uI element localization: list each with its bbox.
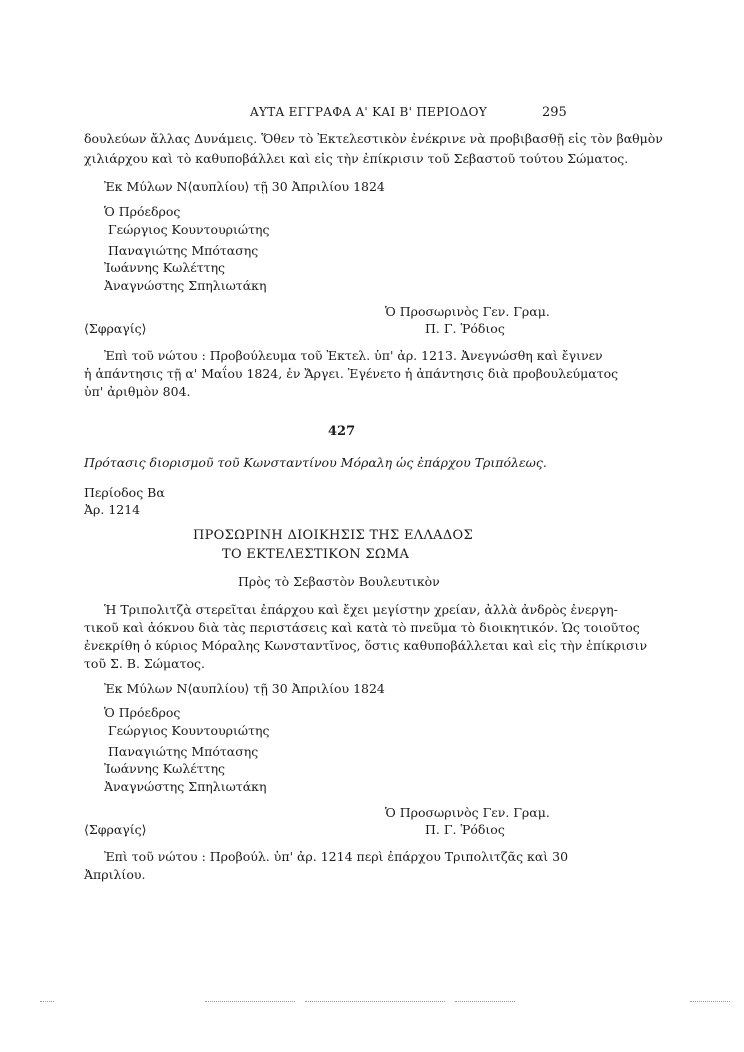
place-date: Ἐκ Μύλων Ν⟨αυπλίου⟩ τῇ 30 Ἀπριλίου 1824 [104,179,385,194]
verso-note-line: Ἀπριλίου. [84,867,146,882]
scan-artifact [455,1001,515,1002]
scan-artifact [305,1001,445,1002]
body-line: Ἡ Τριπολιτζὰ στερεῖται ἐπάρχου καὶ ἔχει μεγίστην χρείαν, ἀλλὰ ἀνδρὸς ἐνεργη- [104,602,618,617]
seal-note: ⟨Σφραγίς⟩ [84,822,147,837]
seal-note: ⟨Σφραγίς⟩ [84,321,147,336]
paragraph-line: χιλιάρχου καὶ τὸ καθυποβάλλει καὶ εἰς τὴν ἐπίκρισιν τοῦ Σεβαστοῦ τούτου Σώματος. [84,151,629,166]
secretary-title: Ὁ Προσωρινὸς Γεν. Γραμ. [385,304,550,319]
secretary-title: Ὁ Προσωρινὸς Γεν. Γραμ. [385,805,550,820]
signatory-name: Γεώργιος Κουντουριώτης [108,222,270,237]
document-summary: Πρότασις διορισμοῦ τοῦ Κωνσταντίνου Μόραλη ὡς ἐπάρχου Τριπόλεως. [84,455,547,470]
verso-note-line: Ἐπὶ τοῦ νώτου : Προβούλ. ὑπ' ἀρ. 1214 περὶ ἐπάρχου Τριπολιτζᾶς καὶ 30 [104,849,569,864]
signatory-name: Παναγιώτης Μπότασης [108,243,259,258]
running-header-title: ΑΥΤΑ ΕΓΓΡΑΦΑ Α' ΚΑΙ Β' ΠΕΡΙΟΔΟΥ [250,105,488,119]
signatory-title: Ὁ Πρόεδρος [104,705,181,720]
signatory-name: Ἀναγνώστης Σπηλιωτάκη [104,278,267,293]
place-date: Ἐκ Μύλων Ν⟨αυπλίου⟩ τῇ 30 Ἀπριλίου 1824 [104,681,385,696]
body-line: τικοῦ καὶ ἀόκνου διὰ τὰς περιστάσεις καὶ κατὰ τὸ πνεῦμα τὸ διοικητικόν. Ὡς τοιοῦτος [84,620,640,635]
reference-number: Ἀρ. 1214 [84,502,141,517]
scan-artifact [40,1001,54,1002]
scan-artifact [205,1001,295,1002]
page-number: 295 [542,105,567,120]
paragraph-line: δουλεύων ἄλλας Δυνάμεις. Ὅθεν τὸ Ἐκτελεστικὸν ἐνέκρινε νὰ προβιβασθῇ εἰς τὸν βαθμὸν [84,131,663,146]
scan-artifact [690,1001,730,1002]
verso-note-line: ὑπ' ἀριθμὸν 804. [84,384,191,399]
signatory-name: Ἰωάννης Κωλέττης [104,761,226,776]
signatory-name: Ἰωάννης Κωλέττης [104,260,226,275]
verso-note-line: ἡ ἀπάντησις τῇ α' Μαΐου 1824, ἐν Ἄργει. Ἐγένετο ἡ ἀπάντησις διὰ προβουλεύματος [84,366,619,381]
heading-executive: ΤΟ ΕΚΤΕΛΕΣΤΙΚΟΝ ΣΩΜΑ [222,547,410,562]
signatory-title: Ὁ Πρόεδρος [104,204,181,219]
verso-note-line: Ἐπὶ τοῦ νώτου : Προβούλευμα τοῦ Ἐκτελ. ὑπ' ἀρ. 1213. Ἀνεγνώσθη καὶ ἔγινεν [104,348,603,363]
heading-government: ΠΡΟΣΩΡΙΝΗ ΔΙΟΙΚΗΣΙΣ ΤΗΣ ΕΛΛΑΔΟΣ [193,528,473,543]
secretary-name: Π. Γ. Ῥόδιος [425,321,505,336]
document-number: 427 [328,424,356,439]
secretary-name: Π. Γ. Ῥόδιος [425,822,505,837]
body-line: τοῦ Σ. Β. Σώματος. [84,656,205,671]
signatory-name: Ἀναγνώστης Σπηλιωτάκη [104,779,267,794]
addressee: Πρὸς τὸ Σεβαστὸν Βουλευτικὸν [238,574,440,589]
body-line: ἐνεκρίθη ὁ κύριος Μόραλης Κωνσταντῖνος, ὅστις καθυποβάλλεται καὶ εἰς τὴν ἐπίκρισιν [84,638,648,653]
signatory-name: Γεώργιος Κουντουριώτης [108,723,270,738]
period-label: Περίοδος Βα [84,485,165,500]
signatory-name: Παναγιώτης Μπότασης [108,744,259,759]
